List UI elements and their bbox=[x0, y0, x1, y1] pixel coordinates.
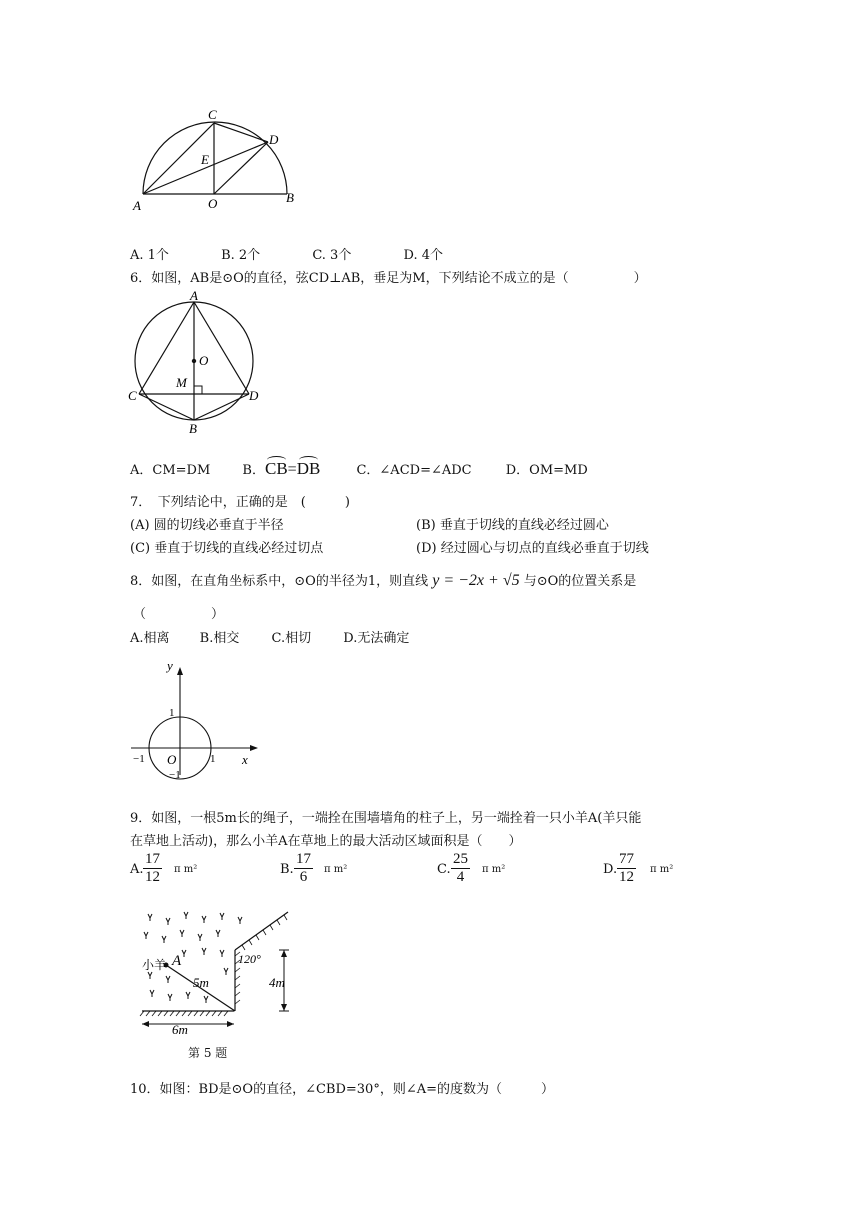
q8-option-b: B.相交 bbox=[199, 631, 240, 646]
tick-x-1: 1 bbox=[210, 753, 216, 765]
label-C: C bbox=[208, 107, 217, 122]
q6-option-c: C．∠ACD=∠ADC bbox=[356, 463, 472, 478]
label-A: A bbox=[190, 288, 198, 303]
tick-y-neg1: −1 bbox=[169, 769, 181, 780]
q6-stem: 6．如图，AB是⊙O的直径，弦CD⊥AB，垂足为M，下列结论不成立的是（ ） bbox=[130, 271, 647, 286]
coordinate-figure bbox=[125, 655, 265, 780]
q8-stem: 8．如图，在直角坐标系中，⊙O的半径为1，则直线 y = −2x + √5 与⊙O的位置关系是 bbox=[130, 572, 637, 589]
sheep-label: 小羊 bbox=[142, 958, 167, 972]
sheep-point-label: A bbox=[172, 953, 182, 969]
q5-option-b: B. 2个 bbox=[221, 248, 261, 263]
sheep-rope-figure bbox=[138, 908, 303, 1043]
width-label: 6m bbox=[172, 1022, 188, 1037]
label-E: E bbox=[201, 152, 209, 167]
label-D: D bbox=[249, 388, 259, 403]
q7-option-d: (D) 经过圆心与切点的直线必垂直于切线 bbox=[416, 541, 649, 556]
label-M: M bbox=[176, 375, 187, 390]
line-equation: y = −2x + √5 bbox=[432, 572, 520, 589]
q5-option-c: C. 3个 bbox=[312, 248, 352, 263]
origin-label: O bbox=[167, 752, 177, 767]
q5-option-a: A. 1个 bbox=[130, 248, 169, 263]
q8-paren: （ ） bbox=[133, 607, 225, 622]
q9-stem-line2: 在草地上活动)，那么小羊A在草地上的最大活动区域面积是（ ） bbox=[130, 834, 522, 849]
q7-option-a: (A) 圆的切线必垂直于半径 bbox=[130, 518, 284, 533]
height-label: 4m bbox=[269, 975, 285, 990]
q7-option-c: (C) 垂直于切线的直线必经过切点 bbox=[130, 541, 324, 556]
label-C: C bbox=[128, 388, 137, 403]
angle-label: 120° bbox=[238, 952, 261, 966]
label-B: B bbox=[189, 421, 197, 436]
axis-y-label: y bbox=[167, 658, 173, 673]
q9-stem-line1: 9．如图，一根5m长的绳子，一端拴在围墙墙角的柱子上，另一端拴着一只小羊A(羊只能 bbox=[130, 811, 642, 826]
q6-option-b: B．CB=DB bbox=[242, 459, 321, 478]
rope-length-label: 5m bbox=[193, 975, 209, 990]
tick-x-neg1: −1 bbox=[133, 753, 145, 765]
arc-db: DB bbox=[296, 459, 321, 478]
q6-option-d: D．OM=MD bbox=[505, 463, 588, 478]
q8-option-a: A.相离 bbox=[130, 631, 170, 646]
q8-option-d: D.无法确定 bbox=[343, 631, 410, 646]
q5-options bbox=[130, 244, 443, 263]
figure-caption: 第 5 题 bbox=[188, 1046, 228, 1060]
label-B: B bbox=[286, 190, 294, 205]
label-O: O bbox=[208, 196, 218, 211]
q8-option-c: C.相切 bbox=[271, 631, 312, 646]
q8-options bbox=[130, 627, 409, 646]
circle-chord-figure bbox=[125, 288, 265, 438]
label-O: O bbox=[199, 353, 209, 368]
q6-option-a: A．CM=DM bbox=[130, 463, 211, 478]
label-A: A bbox=[133, 198, 141, 213]
q7-stem: 7． 下列结论中，正确的是 ( ) bbox=[130, 495, 350, 510]
q5-option-d: D. 4个 bbox=[403, 248, 443, 263]
q6-options bbox=[130, 459, 588, 479]
semicircle-figure bbox=[125, 100, 305, 215]
axis-x-label: x bbox=[242, 752, 248, 767]
label-D: D bbox=[269, 132, 279, 147]
q10-stem: 10．如图：BD是⊙O的直径，∠CBD=30°，则∠A=的度数为（ ） bbox=[130, 1082, 554, 1097]
q7-option-b: (B) 垂直于切线的直线必经过圆心 bbox=[416, 518, 609, 533]
tick-y-1: 1 bbox=[169, 707, 175, 719]
arc-cb: CB bbox=[264, 459, 288, 478]
